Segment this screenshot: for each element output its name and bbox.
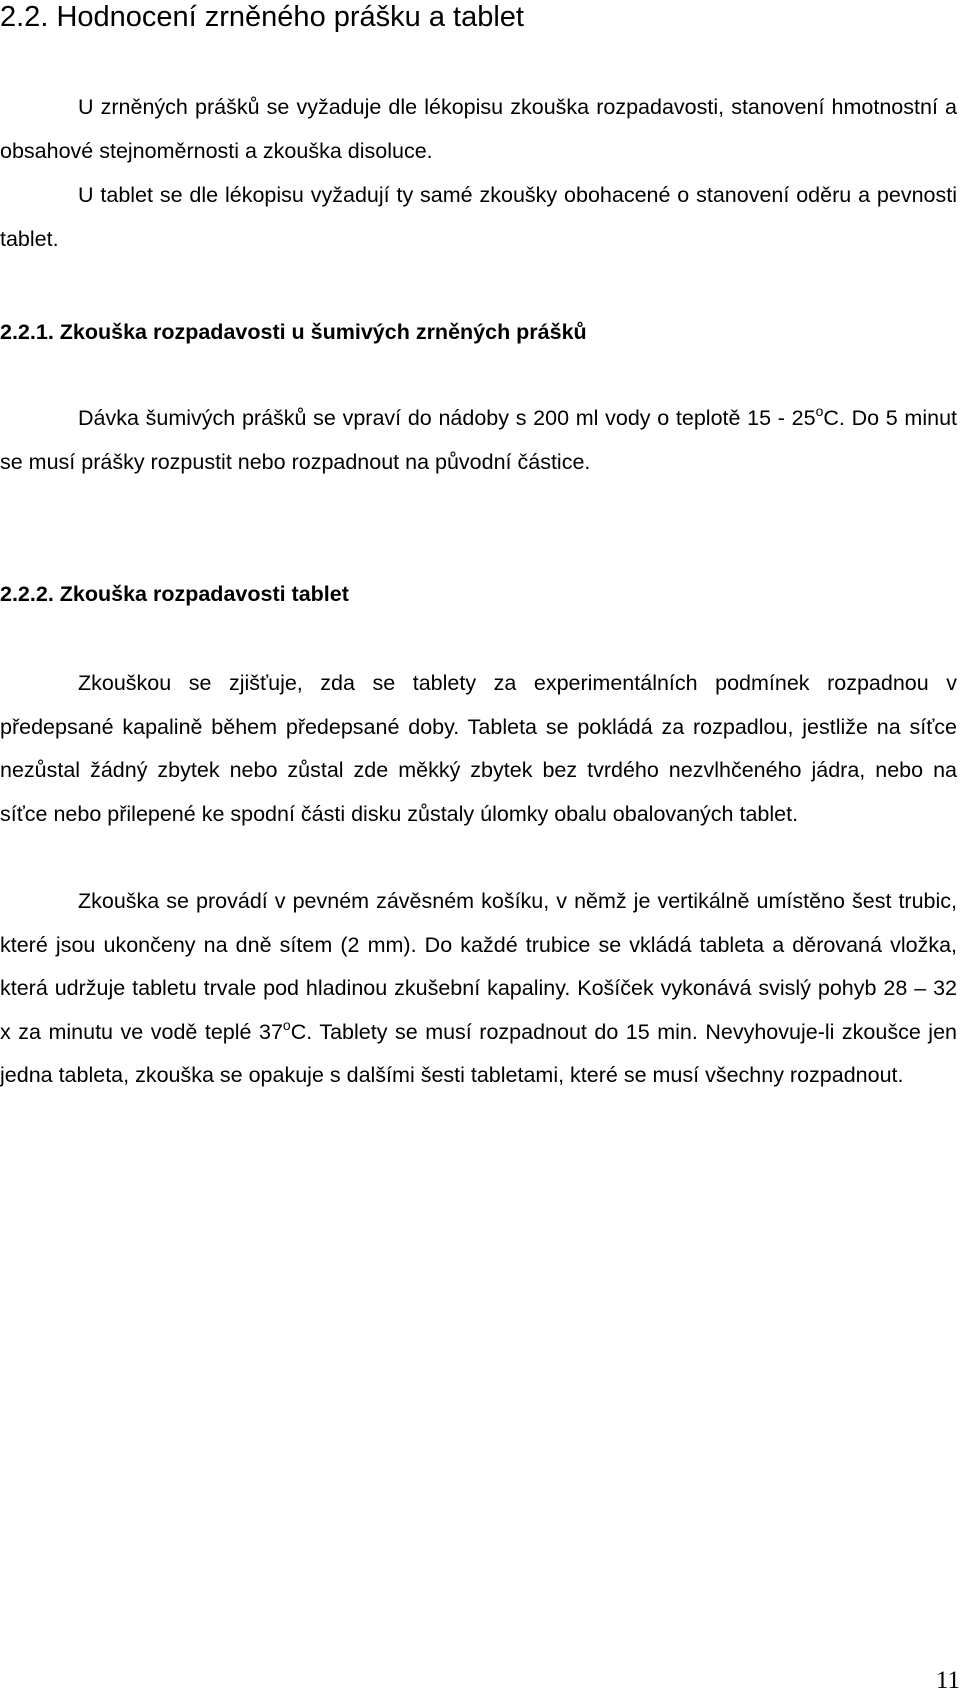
subsection-1-text-b: C. Do 5 minut se musí prášky rozpustit nebo rozpadnout na původní částice. bbox=[0, 406, 958, 474]
intro-paragraph-1-text: U zrněných prášků se vyžaduje dle lékopisu zkouška rozpadavosti, stanovení hmotnostní a obsahové stejnoměrnosti a zkouška disoluce. bbox=[0, 95, 957, 163]
subsection-2-text-a: Zkouška se provádí v pevném závěsném košíku, v němž je vertikálně umístěno šest trubic, které jsou ukončeny na dně sítem (2 mm). Do každé trubice se vkládá tableta a děrovaná vložka, která udržuje tabletu trvale pod hladinou zkušební kapaliny. Košíček vykonává svislý pohyb 28 – 32 x za minutu ve vodě teplé 37 bbox=[0, 889, 957, 1044]
subsection-2-heading: 2.2.2. Zkouška rozpadavosti tablet bbox=[0, 582, 349, 606]
degree-superscript-2: o bbox=[282, 1016, 291, 1033]
subsection-2-text-b: C. Tablety se musí rozpadnout do 15 min. Nevyhovuje-li zkoušce jen jedna tableta, zkouška se opakuje s dalšími šesti tabletami, které se musí všechny rozpadnout. bbox=[0, 1019, 957, 1088]
intro-paragraph-2-text: U tablet se dle lékopisu vyžadují ty samé zkoušky obohacené o stanovení oděru a pevnosti tablet. bbox=[0, 183, 957, 251]
subsection-1-text-a: Dávka šumivých prášků se vpraví do nádoby s 200 ml vody o teplotě 15 - 25 bbox=[78, 406, 816, 430]
page-number: 11 bbox=[935, 1667, 960, 1694]
subsection-2-paragraph-2 bbox=[0, 880, 957, 1098]
section-number: 2.2. bbox=[0, 1, 49, 33]
subsection-1-heading: 2.2.1. Zkouška rozpadavosti u šumivých zrněných prášků bbox=[0, 320, 587, 344]
subsection-2-paragraph-1-text: Zkouškou se zjišťuje, zda se tablety za experimentálních podmínek rozpadnou v předepsané kapalině během předepsané doby. Tableta se pokládá za rozpadlou, jestliže na síťce nezůstal žádný zbytek nebo zůstal zde měkký zbytek bez tvrdého nezvlhčeného jádra, nebo na síťce nebo přilepené ke spodní části disku zůstaly úlomky obalu obalovaných tablet. bbox=[0, 671, 957, 826]
intro-paragraph-2 bbox=[0, 174, 957, 261]
degree-superscript: o bbox=[815, 403, 824, 419]
subsection-1-paragraph bbox=[0, 397, 957, 484]
subsection-2-paragraph-1 bbox=[0, 662, 957, 836]
intro-paragraph-1 bbox=[0, 86, 957, 173]
section-heading bbox=[0, 0, 524, 34]
section-title: Hodnocení zrněného prášku a tablet bbox=[56, 1, 524, 33]
